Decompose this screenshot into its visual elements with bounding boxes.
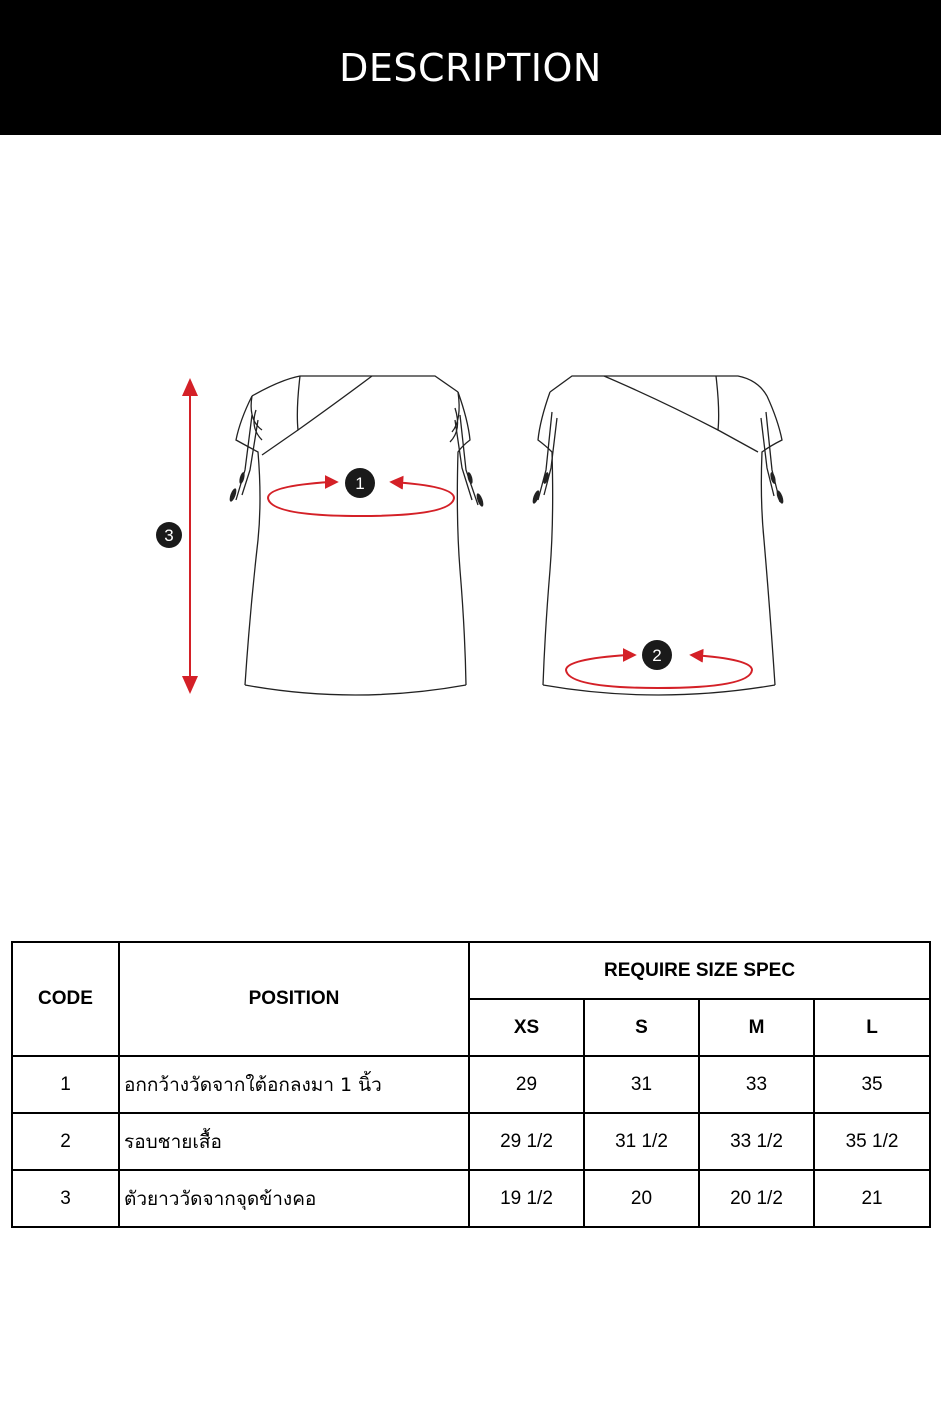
spec-header: REQUIRE SIZE SPEC xyxy=(469,942,930,999)
marker-3-label: 3 xyxy=(164,526,174,545)
row-value-xs: 19 1/2 xyxy=(469,1170,584,1227)
back-tassels xyxy=(531,472,784,505)
size-header-s: S xyxy=(584,999,699,1056)
size-header-m: M xyxy=(699,999,814,1056)
row-value-xs: 29 xyxy=(469,1056,584,1113)
row-code: 1 xyxy=(12,1056,119,1113)
length-arrow xyxy=(182,378,198,694)
row-value-l: 21 xyxy=(814,1170,930,1227)
row-position: รอบชายเสื้อ xyxy=(119,1113,469,1170)
position-header: POSITION xyxy=(119,942,469,1056)
row-code: 3 xyxy=(12,1170,119,1227)
row-value-m: 33 xyxy=(699,1056,814,1113)
marker-3-badge xyxy=(156,522,182,548)
row-value-l: 35 1/2 xyxy=(814,1113,930,1170)
table-row xyxy=(12,1170,930,1227)
row-value-m: 20 1/2 xyxy=(699,1170,814,1227)
size-spec-table xyxy=(11,941,931,1228)
row-value-s: 31 xyxy=(584,1056,699,1113)
front-garment-outline xyxy=(236,376,478,695)
row-position: อกกว้างวัดจากใต้อกลงมา 1 นิ้ว xyxy=(119,1056,469,1113)
code-header: CODE xyxy=(12,942,119,1056)
row-value-l: 35 xyxy=(814,1056,930,1113)
row-value-s: 20 xyxy=(584,1170,699,1227)
row-value-s: 31 1/2 xyxy=(584,1113,699,1170)
table-row xyxy=(12,1056,930,1113)
row-position: ตัวยาววัดจากจุดข้างคอ xyxy=(119,1170,469,1227)
page-title: DESCRIPTION xyxy=(339,45,602,90)
marker-2-label: 2 xyxy=(652,646,662,665)
row-code: 2 xyxy=(12,1113,119,1170)
size-header-l: L xyxy=(814,999,930,1056)
marker-2-badge xyxy=(642,640,672,670)
table-row xyxy=(12,1113,930,1170)
size-header-xs: XS xyxy=(469,999,584,1056)
marker-1-label: 1 xyxy=(355,474,365,493)
marker-1-badge xyxy=(345,468,375,498)
row-value-m: 33 1/2 xyxy=(699,1113,814,1170)
row-value-xs: 29 1/2 xyxy=(469,1113,584,1170)
